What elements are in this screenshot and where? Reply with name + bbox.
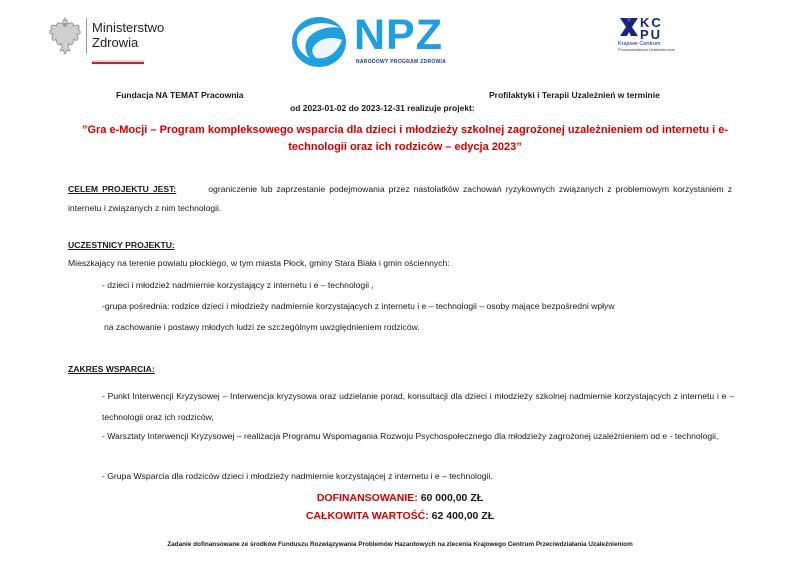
- intro-organization: Fundacja NA TEMAT Pracownia: [116, 90, 244, 100]
- intro-dates: od 2023-01-02 do 2023-12-31 realizuje projekt:: [290, 103, 475, 113]
- project-goal: [68, 180, 732, 218]
- goal-text: ograniczenie lub zaprzestanie podejmowania przez nastolatków zachowań ryzykownych związanych z problemowym korzystaniem z internetu i związanych z nim technologii.: [68, 184, 732, 213]
- list-item: - dzieci i młodzież nadmiernie korzystający z internetu i e – technologii ,: [102, 280, 374, 290]
- ministry-name-line2: Zdrowia: [92, 35, 139, 50]
- kcpu-x-mark-icon: [618, 16, 640, 38]
- npz-subtitle: NARODOWY PROGRAM ZDROWIA: [356, 59, 447, 65]
- kcpu-subtitle-small: Przeciwdziałania Uzależnieniom: [618, 47, 676, 52]
- npz-swirl-icon: [288, 12, 350, 70]
- intro-organization-cont: Profilaktyki i Terapii Uzależnień w terminie: [489, 90, 660, 100]
- project-title: ”Gra e-Mocji – Program kompleksowego wsparcia dla dzieci i młodzieży szkolnej zagrożonej uzależnieniem od internetu i e-technologii oraz ich rodziców – edycja 2023”: [81, 124, 729, 153]
- support-heading: ZAKRES WSPARCIA:: [68, 364, 155, 374]
- ministry-of-health-logo: [48, 14, 188, 66]
- participants-heading: UCZESTNICY PROJEKTU:: [68, 240, 175, 250]
- total-value-value: 62 400,00 ZŁ: [431, 510, 495, 522]
- kcpu-subtitle: Krajowe Centrum: [618, 41, 661, 47]
- cofinancing-value: 60 000,00 ZŁ: [420, 492, 484, 504]
- kcpu-letters-kc: KC: [640, 15, 663, 30]
- ministry-name-line1: Ministerstwo: [92, 20, 165, 35]
- total-value-amount: [0, 510, 800, 522]
- list-item: - Grupa Wsparcia dla rodziców dzieci i młodzieży nadmiernie korzystającej z internetu i e – technologii.: [102, 471, 493, 481]
- polish-flag-stripe: [92, 60, 144, 64]
- list-item: na zachowanie i postawy młodych ludzi ze szczególnym uwzględnieniem rodziców.: [104, 322, 420, 332]
- kcpu-logo: [618, 16, 682, 62]
- eagle-emblem-icon: [48, 16, 82, 60]
- list-item: - Punkt Interwencji Kryzysowej – Interwencja kryzysowa oraz udzielanie porad, konsultacji dla dzieci i młodzieży szkolnej nadmiernie korzystających z internetu i e – technologii oraz ich rodziców,: [102, 391, 734, 422]
- kcpu-letters-pu: PU: [640, 27, 663, 42]
- cofinancing-amount: [0, 492, 800, 504]
- footer-note: Zadanie dofinansowane ze środków Funduszu Rozwiązywania Problemów Hazardowych na zlecenia Krajowego Centrum Przeciwdziałania Uzależnieniom: [167, 541, 633, 548]
- npz-wordmark: NPZ: [354, 11, 443, 59]
- list-item: - Warsztaty Interwencji Kryzysowej – realizacja Programu Wspomagania Rozwoju Psychospołecznego dla młodzieży zagrożonej uzależnieniem od e - technologii,: [102, 431, 719, 441]
- participants-intro: Mieszkający na terenie powiatu płockiego, w tym miasta Płock, gminy Stara Biała i gmin ościennych:: [68, 258, 450, 268]
- npz-logo: [288, 12, 458, 72]
- total-value-label: CAŁKOWITA WARTOŚĆ:: [305, 510, 429, 522]
- logo-divider: [86, 18, 87, 54]
- list-item: -grupa pośrednia: rodzice dzieci i młodzieży nadmiernie korzystających z internetu i e – technologii – osoby mające bezpośredni wpływ: [102, 301, 615, 311]
- goal-heading: CELEM PROJEKTU JEST:: [68, 184, 177, 194]
- cofinancing-label: DOFINANSOWANIE:: [316, 492, 418, 504]
